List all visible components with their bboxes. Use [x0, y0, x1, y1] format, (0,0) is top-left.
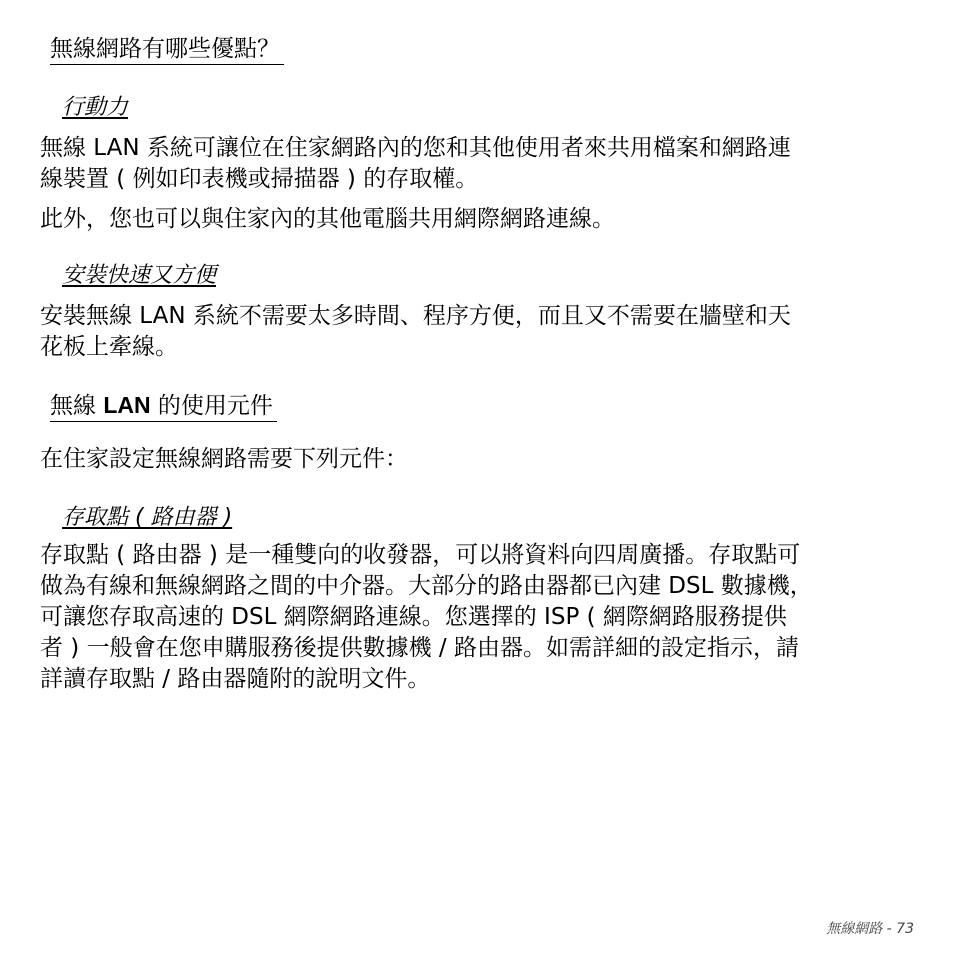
- paragraph-line: 在住家設定無線網路需要下列元件：: [40, 446, 408, 472]
- page-number: 73: [896, 921, 914, 937]
- mobility-subheading: 行動力: [62, 95, 129, 120]
- components-heading-post: 的使用元件: [150, 393, 273, 419]
- components-intro: [40, 444, 916, 475]
- components-heading-pre: 無線: [50, 393, 104, 419]
- paragraph-line: 花板上牽線。: [40, 334, 178, 360]
- paragraph-line: 可讓您存取高速的 DSL 網際網路連線。您選擇的 ISP ( 網際網路服務提供: [40, 604, 787, 630]
- paragraph-line: 詳讀存取點 / 路由器隨附的說明文件。: [40, 666, 431, 692]
- page-footer: [826, 918, 914, 938]
- paragraph-line: 線裝置 ( 例如印表機或掃描器 ) 的存取權。: [40, 166, 479, 192]
- install-paragraph: [40, 301, 916, 363]
- access-point-subheading: 存取點 ( 路由器 ): [62, 505, 233, 530]
- paragraph-line: 者 ) 一般會在您申購服務後提供數據機 / 路由器。如需詳細的設定指示，請: [40, 635, 799, 661]
- paragraph-line: 安裝無線 LAN 系統不需要太多時間、程序方便，而且又不需要在牆壁和天: [40, 303, 791, 329]
- components-heading: [50, 390, 277, 422]
- mobility-extra-paragraph: [40, 204, 916, 235]
- mobility-paragraph: [40, 133, 916, 195]
- install-subheading: 安裝快速又方便: [62, 263, 217, 288]
- benefits-heading: 無線網路有哪些優點？: [50, 34, 284, 65]
- components-heading-lan: LAN: [103, 392, 151, 418]
- paragraph-line: 做為有線和無線網路之間的中介器。大部分的路由器都已內建 DSL 數據機，: [40, 573, 813, 599]
- paragraph-line: 無線 LAN 系統可讓位在住家網路內的您和其他使用者來共用檔案和網路連: [40, 135, 791, 161]
- footer-section-name: 無線網路 -: [826, 921, 892, 937]
- paragraph-line: 存取點 ( 路由器 ) 是一種雙向的收發器，可以將資料向四周廣播。存取點可: [40, 542, 801, 568]
- paragraph-line: 此外，您也可以與住家內的其他電腦共用網際網路連線。: [40, 206, 615, 232]
- access-point-paragraph: [40, 540, 916, 695]
